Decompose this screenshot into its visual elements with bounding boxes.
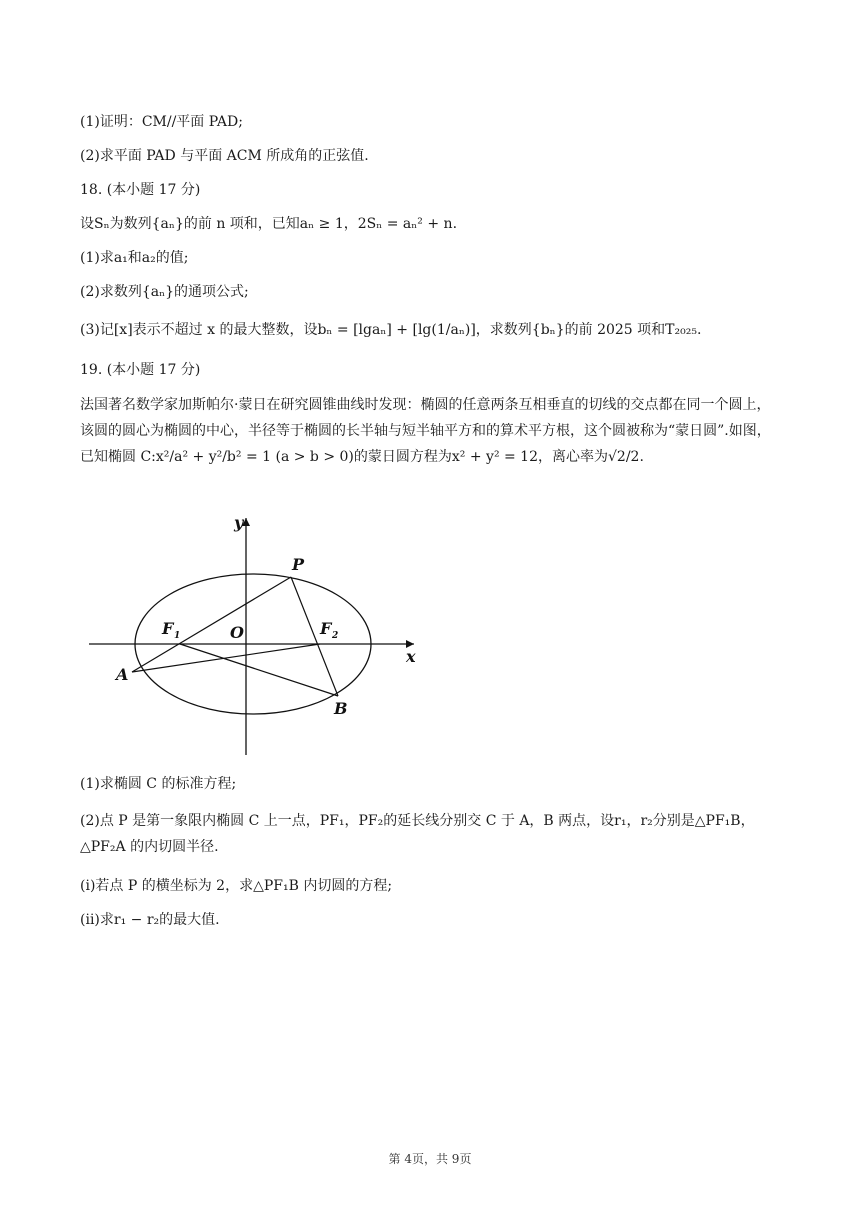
question-18-part-1: (1)求a₁和a₂的值;	[80, 250, 189, 266]
question-19-stem: 法国著名数学家加斯帕尔·蒙日在研究圆锥曲线时发现：椭圆的任意两条互相垂直的切线的交点都在同一个圆上，该圆的圆心为椭圆的中心，半径等于椭圆的长半轴与短半轴平方和的算术平方根，这个圆被称为“蒙日圆”.如图，已知椭圆 C:x²/a² + y²/b² = 1 (a > b > 0)的蒙日圆方程为x² + y² = 12，离心率为√2/2.	[80, 397, 771, 465]
origin-label: O	[230, 623, 244, 642]
question-17-part-1: (1)证明：CM//平面 PAD;	[80, 114, 243, 130]
segment-f1b	[180, 644, 338, 696]
focus-f2-subscript: 2	[332, 631, 339, 641]
question-18-part-3: (3)记[x]表示不超过 x 的最大整数，设bₙ = [lgaₙ] + [lg(1/aₙ)]，求数列{bₙ}的前 2025 项和T₂₀₂₅.	[80, 322, 702, 338]
y-axis-label: y	[234, 513, 244, 532]
question-19-heading: 19. (本小题 17 分)	[80, 362, 201, 378]
page-footer: 第 4页，共 9页	[388, 1152, 472, 1166]
x-axis-label: x	[406, 647, 416, 666]
question-19-part-1: (1)求椭圆 C 的标准方程;	[80, 776, 237, 792]
focus-f1-label: F	[162, 619, 174, 638]
question-18-stem: 设Sₙ为数列{aₙ}的前 n 项和，已知aₙ ≥ 1，2Sₙ = aₙ² + n.	[80, 216, 458, 232]
ellipse-figure	[84, 510, 424, 760]
point-b-label: B	[334, 699, 348, 718]
point-p-label: P	[292, 555, 305, 574]
focus-f1-subscript: 1	[174, 631, 181, 641]
question-19-part-2-ii: (ⅱ)求r₁ − r₂的最大值.	[80, 912, 220, 928]
question-19-part-2: (2)点 P 是第一象限内椭圆 C 上一点，PF₁，PF₂的延长线分别交 C 于 A，B 两点，设r₁，r₂分别是△PF₁B，△PF₂A 的内切圆半径.	[80, 813, 755, 855]
question-17-part-2: (2)求平面 PAD 与平面 ACM 所成角的正弦值.	[80, 148, 369, 164]
question-19-part-2-i: (ⅰ)若点 P 的横坐标为 2，求△PF₁B 内切圆的方程;	[80, 878, 393, 894]
segment-pa	[132, 577, 291, 672]
segment-af2	[132, 644, 320, 672]
question-18-heading: 18. (本小题 17 分)	[80, 182, 201, 198]
point-a-label: A	[116, 665, 129, 684]
question-18-part-2: (2)求数列{aₙ}的通项公式;	[80, 284, 249, 300]
focus-f2-label: F	[320, 619, 332, 638]
